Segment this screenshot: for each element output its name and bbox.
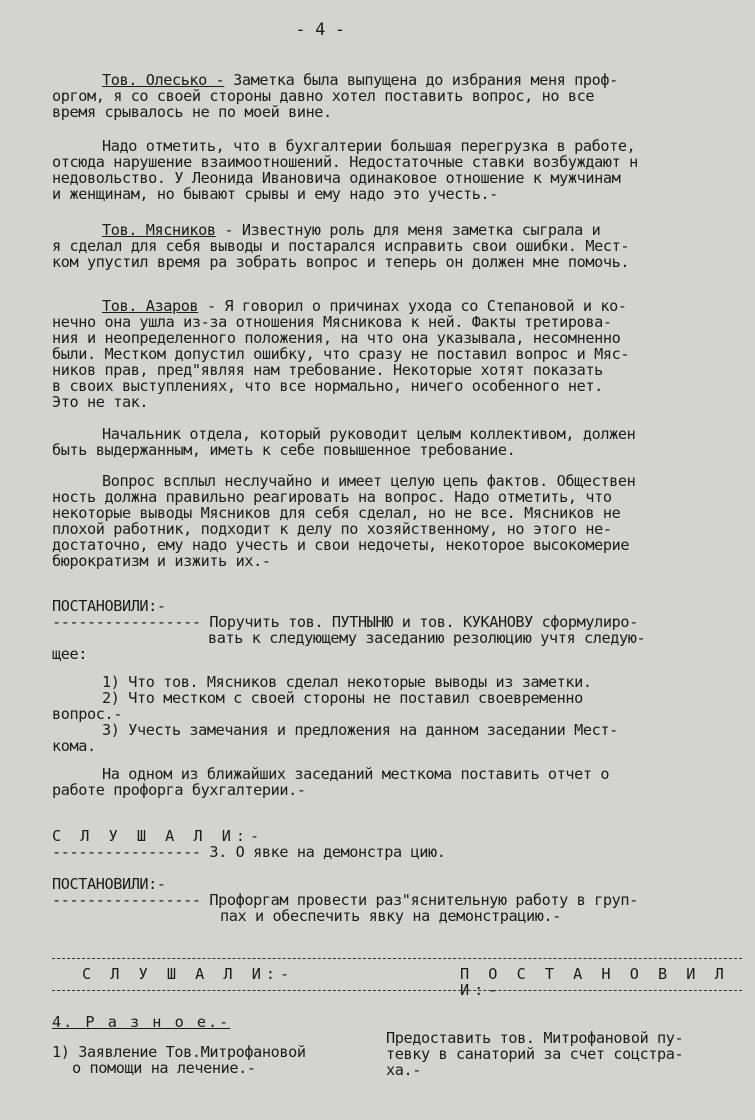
item-4-title: 4. Р а з н о е.- <box>52 1013 231 1031</box>
dash-line: ----------------- <box>52 613 201 631</box>
speech-azarov <box>52 298 746 410</box>
text-line: вать к следующему заседанию резолюцию учтя следую- <box>208 629 646 647</box>
resolution-first-line: ----------------- Поручить тов. ПУТНЫНЮ и тов. КУКАНОВУ сформулиро- <box>52 613 638 631</box>
text-line: недовольство. У Леонида Ивановича одинаковое отношение к мужчинам <box>52 169 621 187</box>
paragraph-accounting <box>52 138 746 202</box>
list-item: 1) Что тов. Мясников сделал некоторые выводы из заметки. <box>102 673 592 691</box>
resolution-label: ПОСТАНОВИЛИ:- <box>52 875 166 893</box>
text-line: оргом, я со своей стороны давно хотел поставить вопрос, но все <box>52 87 595 105</box>
list-item-cont: кома. <box>52 737 96 755</box>
dash-line: ----------------- <box>52 891 201 909</box>
speaker-name: Тов. Олесько - <box>102 71 225 89</box>
speech-myasnikov <box>52 222 746 270</box>
speech-first-line: Тов. Олесько - Заметка была выпущена до избрания меня проф- <box>102 71 618 89</box>
text-line: в своих выступлениях, что все нормально, ничего особенного нет. <box>52 377 603 395</box>
resolution-1-items <box>52 674 746 754</box>
resolution-1 <box>52 598 746 662</box>
heard-label: С Л У Ш А Л И:- <box>52 827 265 845</box>
text-line: ников прав, пред"являя нам требование. Некоторые хотят показать <box>52 361 603 379</box>
speaker-name: Тов. Азаров <box>102 297 199 315</box>
text-line: Предоставить тов. Митрофановой пу- <box>386 1029 684 1047</box>
dash-line: ----------------- <box>52 843 201 861</box>
page-number: - 4 - <box>295 20 345 40</box>
text-line: и женщинам, но бывают срывы и ему надо это учесть.- <box>52 185 498 203</box>
resolution-label: ПОСТАНОВИЛИ:- <box>52 597 166 615</box>
text-line: ха.- <box>386 1061 421 1079</box>
speech-first-line: Тов. Азаров - Я говорил о причинах ухода со Степановой и ко- <box>102 297 627 315</box>
text-line: я сделал для себя выводы и постарался исправить свои ошибки. Мест- <box>52 237 630 255</box>
text-line: На одном из ближайших заседаний месткома поставить отчет о <box>102 765 610 783</box>
resolution-first-line: ----------------- Профоргам провести раз"яснительную работу в груп- <box>52 891 638 909</box>
heard-line: ----------------- 3. О явке на демонстра цию. <box>52 843 446 861</box>
divider-rule <box>52 990 742 991</box>
table-header <box>52 965 746 999</box>
text-line: Это не так. <box>52 393 149 411</box>
text-line: тевку в санаторий за счет соцстра- <box>386 1045 684 1063</box>
item-4-left <box>52 1014 306 1076</box>
text-line: Начальник отдела, который руководит целым коллективом, должен <box>102 425 636 443</box>
speaker-name: Тов. Мясников <box>102 221 216 239</box>
heard-column-header: С Л У Ш А Л И:- <box>82 965 295 983</box>
text-line: плохой работник, подходит к делу по хозяйственному, но этого не- <box>52 520 612 538</box>
text-line: были. Местком допустил ошибку, что сразу не поставил вопрос и Мяс- <box>52 345 630 363</box>
speech-first-line: Тов. Мясников - Известную роль для меня заметка сыграла и <box>102 221 601 239</box>
text-line: 1) Заявление Тов.Митрофановой <box>52 1043 306 1061</box>
text-line: бюрократизм и изжить их.- <box>52 552 271 570</box>
text-line: пах и обеспечить явку на демонстрацию.- <box>220 907 562 925</box>
text-line: ность должна правильно реагировать на вопрос. Надо отметить, что <box>52 488 612 506</box>
text-line: время срывалось не по моей вине. <box>52 103 332 121</box>
text-line: отсюда нарушение взаимоотношений. Недостаточные ставки возбуждают н <box>52 153 638 171</box>
resolved-column-header: П О С Т А Н О В И Л И:- <box>460 965 729 999</box>
paragraph-head-of-department <box>52 426 746 458</box>
text-line: ния и неопределенного положения, на что она указывала, несомненно <box>52 329 621 347</box>
list-item: 2) Что местком с своей стороны не поставил своевременно <box>102 689 583 707</box>
resolution-1-final <box>52 766 746 798</box>
text-line: Вопрос всплыл неслучайно и имеет целую цепь фактов. Обществен <box>102 472 636 490</box>
resolution-2 <box>52 876 746 924</box>
speech-olesko <box>52 72 746 120</box>
text-line: достаточно, ему надо учесть и свои недочеты, некоторое высокомерие <box>52 536 630 554</box>
paragraph-question <box>52 473 746 569</box>
text-line: ком упустил время ра зобрать вопрос и теперь он должен мне помочь. <box>52 253 630 271</box>
text-line: щее: <box>52 645 87 663</box>
heard-2 <box>52 828 746 860</box>
text-line: быть выдержанным, иметь к себе повышенное требование. <box>52 441 516 459</box>
list-item-cont: вопрос.- <box>52 705 122 723</box>
text-line: некоторые выводы Мясников для себя сделал, но не все. Мясников не <box>52 504 621 522</box>
list-item: 3) Учесть замечания и предложения на данном заседании Мест- <box>102 721 618 739</box>
divider-rule <box>52 958 742 959</box>
text-line: работе профорга бухгалтерии.- <box>52 781 306 799</box>
text-line: нечно она ушла из-за отношения Мясникова к ней. Факты третирова- <box>52 313 612 331</box>
text-line: о помощи на лечение.- <box>72 1059 256 1077</box>
item-4-right <box>386 1030 683 1078</box>
text-line: Надо отметить, что в бухгалтерии большая перегрузка в работе, <box>102 137 636 155</box>
